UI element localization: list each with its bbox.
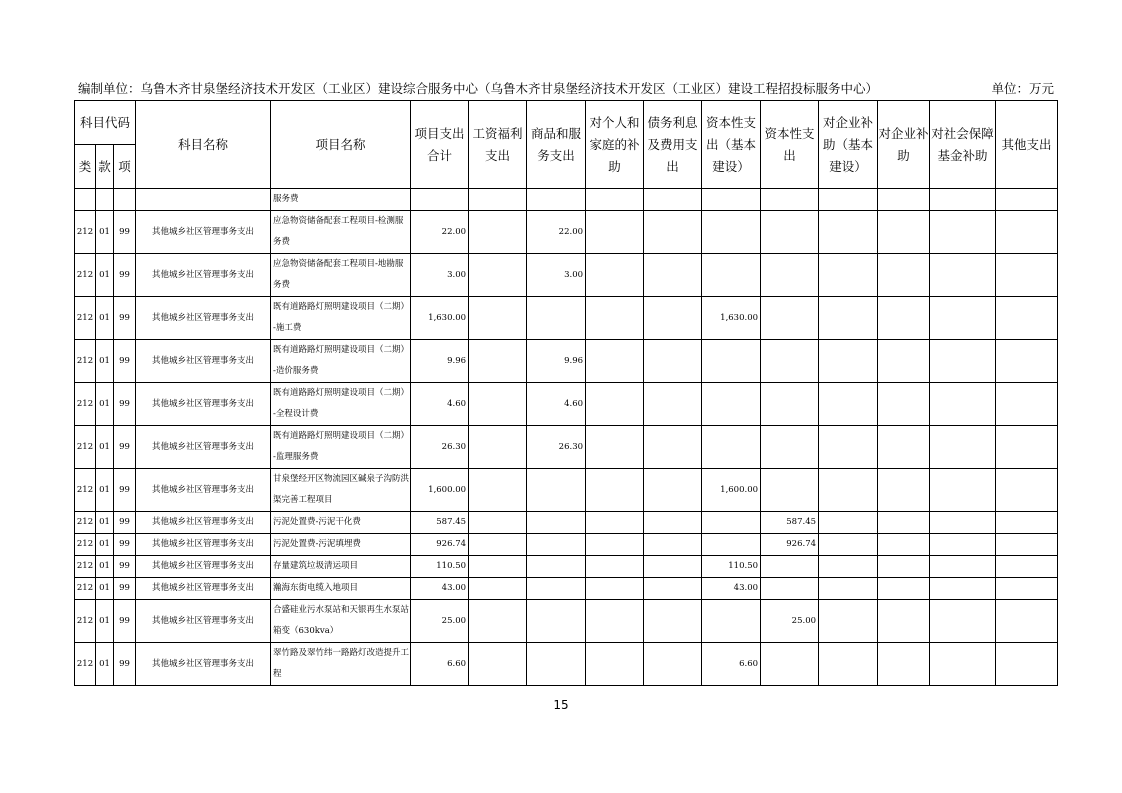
enterprise-basic-cell — [819, 578, 878, 600]
other-cell — [996, 556, 1058, 578]
code-lei-cell — [75, 189, 96, 211]
enterprise-cell — [878, 512, 930, 534]
table-header — [75, 101, 1058, 189]
capital-cell — [761, 211, 819, 254]
capital-cell: 926.74 — [761, 534, 819, 556]
social-security-cell — [930, 469, 996, 512]
code-lei-cell: 212 — [75, 211, 96, 254]
debt-interest-cell — [644, 469, 702, 512]
enterprise-cell — [878, 600, 930, 643]
goods-services-cell: 9.96 — [527, 340, 586, 383]
subject-name-cell: 其他城乡社区管理事务支出 — [136, 340, 271, 383]
wages-cell — [469, 512, 527, 534]
capital-cell: 587.45 — [761, 512, 819, 534]
code-kuan-cell: 01 — [96, 578, 114, 600]
enterprise-cell — [878, 578, 930, 600]
household-subsidy-cell — [586, 643, 644, 686]
enterprise-cell — [878, 211, 930, 254]
wages-cell — [469, 189, 527, 211]
code-kuan-cell: 01 — [96, 556, 114, 578]
table-row — [75, 254, 1058, 297]
project-name-cell: 服务费 — [271, 189, 411, 211]
capital-cell — [761, 383, 819, 426]
code-lei-cell: 212 — [75, 426, 96, 469]
household-subsidy-cell — [586, 297, 644, 340]
goods-services-cell — [527, 297, 586, 340]
capital-basic-cell — [702, 534, 761, 556]
project-name-cell: 污泥处置费-污泥干化费 — [271, 512, 411, 534]
header-enterprise: 对企业补助 — [878, 101, 930, 189]
capital-cell — [761, 340, 819, 383]
header-household-subsidy: 对个人和家庭的补助 — [586, 101, 644, 189]
goods-services-cell — [527, 578, 586, 600]
capital-basic-cell: 1,600.00 — [702, 469, 761, 512]
goods-services-cell: 4.60 — [527, 383, 586, 426]
code-xiang-cell: 99 — [114, 254, 136, 297]
code-lei-cell: 212 — [75, 643, 96, 686]
table-row — [75, 556, 1058, 578]
code-kuan-cell: 01 — [96, 340, 114, 383]
wages-cell — [469, 383, 527, 426]
project-name-cell: 瀚海东街电缆入地项目 — [271, 578, 411, 600]
enterprise-cell — [878, 340, 930, 383]
project-name-cell: 既有道路路灯照明建设项目（二期）-造价服务费 — [271, 340, 411, 383]
wages-cell — [469, 556, 527, 578]
capital-basic-cell — [702, 383, 761, 426]
code-kuan-cell: 01 — [96, 469, 114, 512]
debt-interest-cell — [644, 578, 702, 600]
other-cell — [996, 534, 1058, 556]
table-row — [75, 383, 1058, 426]
table-body — [75, 189, 1058, 686]
capital-cell — [761, 556, 819, 578]
goods-services-cell — [527, 556, 586, 578]
goods-services-cell — [527, 600, 586, 643]
social-security-cell — [930, 556, 996, 578]
subject-name-cell: 其他城乡社区管理事务支出 — [136, 534, 271, 556]
project-name-cell: 存量建筑垃圾清运项目 — [271, 556, 411, 578]
debt-interest-cell — [644, 254, 702, 297]
household-subsidy-cell — [586, 512, 644, 534]
wages-cell — [469, 211, 527, 254]
header-lei: 类 — [75, 145, 96, 189]
enterprise-cell — [878, 643, 930, 686]
other-cell — [996, 578, 1058, 600]
project-name-cell: 翠竹路及翠竹纬一路路灯改造提升工程 — [271, 643, 411, 686]
subject-name-cell: 其他城乡社区管理事务支出 — [136, 469, 271, 512]
capital-basic-cell — [702, 189, 761, 211]
total-cell: 9.96 — [411, 340, 469, 383]
household-subsidy-cell — [586, 556, 644, 578]
subject-name-cell: 其他城乡社区管理事务支出 — [136, 426, 271, 469]
capital-cell — [761, 578, 819, 600]
social-security-cell — [930, 297, 996, 340]
subject-name-cell: 其他城乡社区管理事务支出 — [136, 512, 271, 534]
enterprise-basic-cell — [819, 643, 878, 686]
debt-interest-cell — [644, 534, 702, 556]
enterprise-cell — [878, 189, 930, 211]
debt-interest-cell — [644, 426, 702, 469]
total-cell: 43.00 — [411, 578, 469, 600]
enterprise-cell — [878, 556, 930, 578]
header-xiang: 项 — [114, 145, 136, 189]
enterprise-basic-cell — [819, 556, 878, 578]
capital-basic-cell — [702, 426, 761, 469]
other-cell — [996, 189, 1058, 211]
capital-basic-cell — [702, 254, 761, 297]
wages-cell — [469, 469, 527, 512]
total-cell: 926.74 — [411, 534, 469, 556]
total-cell: 3.00 — [411, 254, 469, 297]
code-lei-cell: 212 — [75, 340, 96, 383]
table-row — [75, 189, 1058, 211]
goods-services-cell: 22.00 — [527, 211, 586, 254]
enterprise-cell — [878, 383, 930, 426]
enterprise-basic-cell — [819, 600, 878, 643]
code-xiang-cell: 99 — [114, 211, 136, 254]
code-lei-cell: 212 — [75, 383, 96, 426]
capital-cell — [761, 426, 819, 469]
code-kuan-cell: 01 — [96, 297, 114, 340]
other-cell — [996, 512, 1058, 534]
subject-name-cell: 其他城乡社区管理事务支出 — [136, 254, 271, 297]
capital-basic-cell: 6.60 — [702, 643, 761, 686]
capital-cell — [761, 297, 819, 340]
goods-services-cell: 3.00 — [527, 254, 586, 297]
enterprise-cell — [878, 297, 930, 340]
other-cell — [996, 643, 1058, 686]
wages-cell — [469, 600, 527, 643]
enterprise-basic-cell — [819, 512, 878, 534]
code-lei-cell: 212 — [75, 600, 96, 643]
debt-interest-cell — [644, 297, 702, 340]
household-subsidy-cell — [586, 534, 644, 556]
enterprise-basic-cell — [819, 426, 878, 469]
project-name-cell: 应急物资储备配套工程项目-检测服务费 — [271, 211, 411, 254]
wages-cell — [469, 578, 527, 600]
code-kuan-cell — [96, 189, 114, 211]
code-xiang-cell: 99 — [114, 578, 136, 600]
code-kuan-cell: 01 — [96, 254, 114, 297]
code-lei-cell: 212 — [75, 578, 96, 600]
debt-interest-cell — [644, 512, 702, 534]
code-xiang-cell: 99 — [114, 297, 136, 340]
household-subsidy-cell — [586, 254, 644, 297]
total-cell: 25.00 — [411, 600, 469, 643]
project-name-cell: 既有道路路灯照明建设项目（二期）-施工费 — [271, 297, 411, 340]
table-row — [75, 600, 1058, 643]
header-project-name: 项目名称 — [271, 101, 411, 189]
header-code-group: 科目代码 — [75, 101, 136, 145]
project-name-cell: 既有道路路灯照明建设项目（二期）-全程设计费 — [271, 383, 411, 426]
capital-cell — [761, 643, 819, 686]
total-cell: 4.60 — [411, 383, 469, 426]
code-lei-cell: 212 — [75, 254, 96, 297]
header-capital: 资本性支出 — [761, 101, 819, 189]
social-security-cell — [930, 383, 996, 426]
code-kuan-cell: 01 — [96, 512, 114, 534]
household-subsidy-cell — [586, 578, 644, 600]
other-cell — [996, 600, 1058, 643]
code-xiang-cell: 99 — [114, 383, 136, 426]
page-number: 15 — [553, 698, 569, 712]
compiling-unit-label: 编制单位：乌鲁木齐甘泉堡经济技术开发区（工业区）建设综合服务中心（乌鲁木齐甘泉堡经济技术开发区（工业区）建设工程招投标服务中心） — [78, 81, 879, 96]
code-lei-cell: 212 — [75, 512, 96, 534]
code-xiang-cell — [114, 189, 136, 211]
enterprise-basic-cell — [819, 469, 878, 512]
report-header — [78, 80, 1054, 98]
subject-name-cell: 其他城乡社区管理事务支出 — [136, 556, 271, 578]
table-row — [75, 426, 1058, 469]
enterprise-cell — [878, 426, 930, 469]
debt-interest-cell — [644, 600, 702, 643]
code-xiang-cell: 99 — [114, 340, 136, 383]
social-security-cell — [930, 254, 996, 297]
total-cell: 26.30 — [411, 426, 469, 469]
goods-services-cell — [527, 643, 586, 686]
project-name-cell: 污泥处置费-污泥填埋费 — [271, 534, 411, 556]
goods-services-cell — [527, 534, 586, 556]
other-cell — [996, 469, 1058, 512]
header-debt-interest: 债务利息及费用支出 — [644, 101, 702, 189]
header-capital-basic: 资本性支出（基本建设） — [702, 101, 761, 189]
table-row — [75, 211, 1058, 254]
social-security-cell — [930, 578, 996, 600]
code-xiang-cell: 99 — [114, 512, 136, 534]
code-kuan-cell: 01 — [96, 211, 114, 254]
enterprise-basic-cell — [819, 189, 878, 211]
budget-table — [74, 100, 1058, 686]
header-social-security: 对社会保障基金补助 — [930, 101, 996, 189]
household-subsidy-cell — [586, 189, 644, 211]
code-lei-cell: 212 — [75, 469, 96, 512]
social-security-cell — [930, 643, 996, 686]
header-enterprise-basic: 对企业补助（基本建设） — [819, 101, 878, 189]
goods-services-cell — [527, 469, 586, 512]
debt-interest-cell — [644, 189, 702, 211]
other-cell — [996, 254, 1058, 297]
goods-services-cell — [527, 189, 586, 211]
header-goods-services: 商品和服务支出 — [527, 101, 586, 189]
table-row — [75, 512, 1058, 534]
household-subsidy-cell — [586, 340, 644, 383]
enterprise-basic-cell — [819, 254, 878, 297]
project-name-cell: 甘泉堡经开区物流园区碱泉子沟防洪渠完善工程项目 — [271, 469, 411, 512]
social-security-cell — [930, 189, 996, 211]
enterprise-cell — [878, 469, 930, 512]
social-security-cell — [930, 426, 996, 469]
table-row — [75, 534, 1058, 556]
household-subsidy-cell — [586, 383, 644, 426]
code-xiang-cell: 99 — [114, 600, 136, 643]
currency-unit-label: 单位：万元 — [991, 81, 1054, 96]
capital-basic-cell — [702, 512, 761, 534]
enterprise-basic-cell — [819, 383, 878, 426]
other-cell — [996, 211, 1058, 254]
table-row — [75, 469, 1058, 512]
other-cell — [996, 383, 1058, 426]
code-lei-cell: 212 — [75, 556, 96, 578]
capital-cell — [761, 469, 819, 512]
code-kuan-cell: 01 — [96, 383, 114, 426]
subject-name-cell: 其他城乡社区管理事务支出 — [136, 297, 271, 340]
subject-name-cell: 其他城乡社区管理事务支出 — [136, 600, 271, 643]
table-row — [75, 578, 1058, 600]
total-cell: 110.50 — [411, 556, 469, 578]
header-other: 其他支出 — [996, 101, 1058, 189]
social-security-cell — [930, 512, 996, 534]
total-cell: 587.45 — [411, 512, 469, 534]
table-row — [75, 297, 1058, 340]
debt-interest-cell — [644, 211, 702, 254]
wages-cell — [469, 643, 527, 686]
household-subsidy-cell — [586, 426, 644, 469]
subject-name-cell: 其他城乡社区管理事务支出 — [136, 578, 271, 600]
capital-basic-cell — [702, 211, 761, 254]
code-kuan-cell: 01 — [96, 426, 114, 469]
code-lei-cell: 212 — [75, 534, 96, 556]
enterprise-basic-cell — [819, 340, 878, 383]
household-subsidy-cell — [586, 600, 644, 643]
debt-interest-cell — [644, 340, 702, 383]
enterprise-basic-cell — [819, 534, 878, 556]
code-xiang-cell: 99 — [114, 469, 136, 512]
capital-basic-cell — [702, 600, 761, 643]
total-cell: 22.00 — [411, 211, 469, 254]
subject-name-cell: 其他城乡社区管理事务支出 — [136, 643, 271, 686]
capital-basic-cell: 1,630.00 — [702, 297, 761, 340]
social-security-cell — [930, 211, 996, 254]
code-kuan-cell: 01 — [96, 643, 114, 686]
project-name-cell: 既有道路路灯照明建设项目（二期）-监理服务费 — [271, 426, 411, 469]
header-wages: 工资福利支出 — [469, 101, 527, 189]
code-xiang-cell: 99 — [114, 643, 136, 686]
total-cell — [411, 189, 469, 211]
wages-cell — [469, 534, 527, 556]
capital-cell — [761, 189, 819, 211]
code-kuan-cell: 01 — [96, 600, 114, 643]
other-cell — [996, 426, 1058, 469]
other-cell — [996, 297, 1058, 340]
subject-name-cell — [136, 189, 271, 211]
goods-services-cell: 26.30 — [527, 426, 586, 469]
debt-interest-cell — [644, 643, 702, 686]
debt-interest-cell — [644, 383, 702, 426]
total-cell: 1,630.00 — [411, 297, 469, 340]
project-name-cell: 应急物资储备配套工程项目-地勘服务费 — [271, 254, 411, 297]
enterprise-basic-cell — [819, 211, 878, 254]
header-kuan: 款 — [96, 145, 114, 189]
code-lei-cell: 212 — [75, 297, 96, 340]
enterprise-basic-cell — [819, 297, 878, 340]
wages-cell — [469, 254, 527, 297]
wages-cell — [469, 340, 527, 383]
enterprise-cell — [878, 254, 930, 297]
enterprise-cell — [878, 534, 930, 556]
wages-cell — [469, 297, 527, 340]
total-cell: 1,600.00 — [411, 469, 469, 512]
household-subsidy-cell — [586, 211, 644, 254]
header-subject-name: 科目名称 — [136, 101, 271, 189]
subject-name-cell: 其他城乡社区管理事务支出 — [136, 383, 271, 426]
capital-basic-cell: 43.00 — [702, 578, 761, 600]
code-xiang-cell: 99 — [114, 534, 136, 556]
household-subsidy-cell — [586, 469, 644, 512]
capital-cell: 25.00 — [761, 600, 819, 643]
debt-interest-cell — [644, 556, 702, 578]
goods-services-cell — [527, 512, 586, 534]
social-security-cell — [930, 340, 996, 383]
project-name-cell: 合盛硅业污水泵站和天银再生水泵站箱变（630kva） — [271, 600, 411, 643]
code-xiang-cell: 99 — [114, 426, 136, 469]
wages-cell — [469, 426, 527, 469]
header-total: 项目支出合计 — [411, 101, 469, 189]
capital-cell — [761, 254, 819, 297]
other-cell — [996, 340, 1058, 383]
subject-name-cell: 其他城乡社区管理事务支出 — [136, 211, 271, 254]
total-cell: 6.60 — [411, 643, 469, 686]
capital-basic-cell — [702, 340, 761, 383]
social-security-cell — [930, 600, 996, 643]
capital-basic-cell: 110.50 — [702, 556, 761, 578]
table-row — [75, 340, 1058, 383]
code-xiang-cell: 99 — [114, 556, 136, 578]
social-security-cell — [930, 534, 996, 556]
code-kuan-cell: 01 — [96, 534, 114, 556]
table-row — [75, 643, 1058, 686]
